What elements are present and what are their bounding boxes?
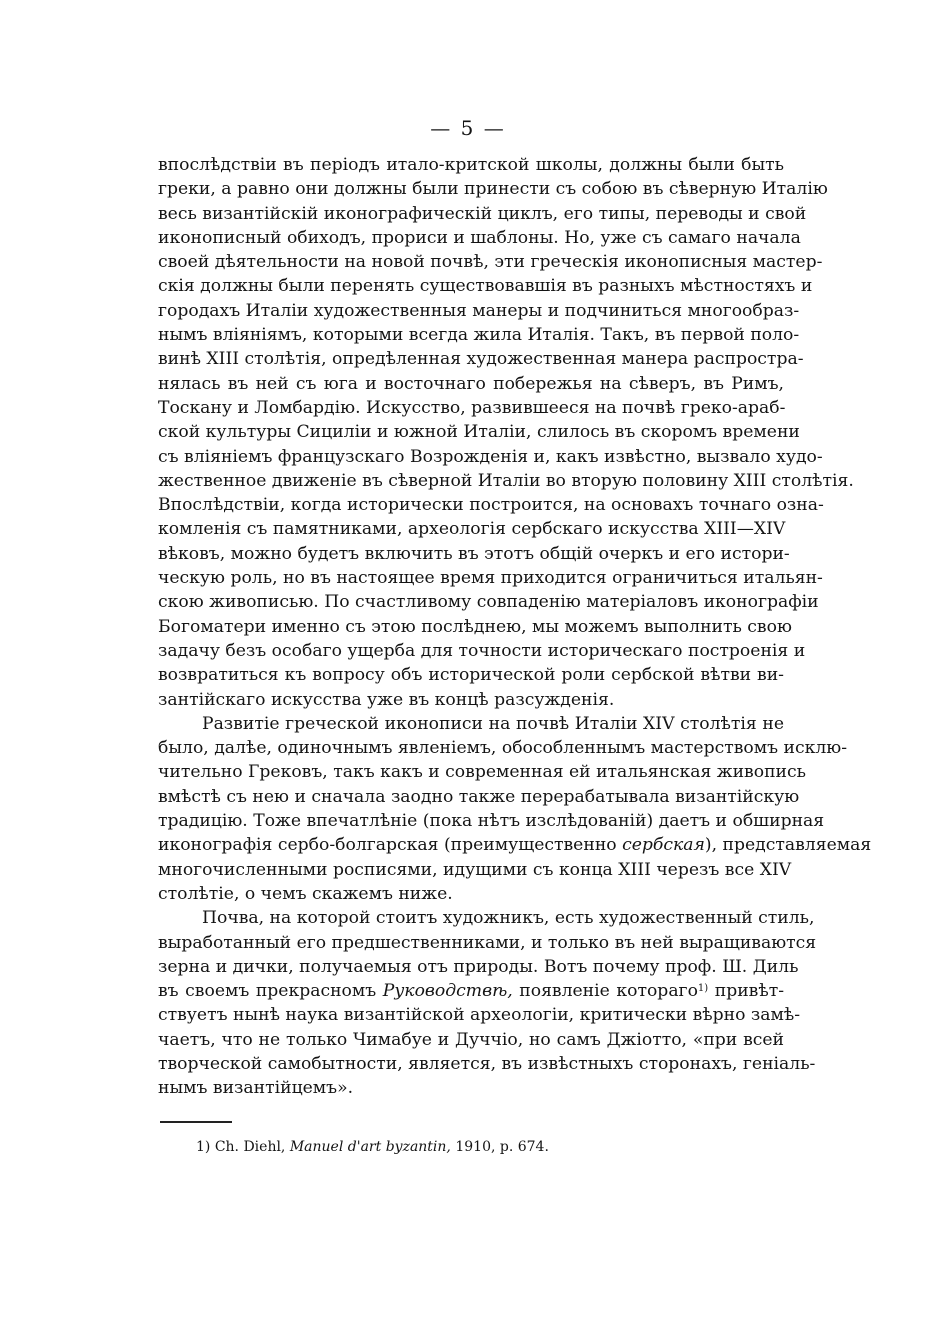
text-line: ской культуры Сициліи и южной Италіи, слилось въ скоромъ времени: [158, 422, 800, 443]
text-line: греки, а равно они должны были принести съ собою въ сѣверную Италію: [158, 179, 828, 200]
text-line: Тоскану и Ломбардію. Искусство, развившееся на почвѣ греко-араб-: [158, 397, 786, 418]
text-line: винѣ XIII столѣтія, опредѣленная художественная манера распростра-: [158, 349, 804, 370]
text-line: городахъ Италіи художественныя манеры и подчиниться многообраз-: [158, 300, 800, 321]
text-line: весь византійскій иконографическій циклъ, его типы, переводы и свой: [158, 203, 807, 224]
text-line: возвратиться къ вопросу объ исторической роли сербской вѣтви ви-: [158, 665, 784, 686]
text-line: Впослѣдствіи, когда исторически построится, на основахъ точнаго озна-: [158, 495, 824, 516]
text-line: Почва, на которой стоитъ художникъ, есть художественный стиль,: [202, 908, 815, 929]
text-line: столѣтіе, о чемъ скажемъ ниже.: [158, 883, 453, 904]
text-line: зерна и дички, получаемыя отъ природы. Вотъ почему проф. Ш. Диль: [158, 956, 799, 977]
text-line: вѣковъ, можно будетъ включить въ этотъ общій очеркъ и его истори-: [158, 543, 790, 564]
text-line: нымъ вліяніямъ, которыми всегда жила Италія. Такъ, въ первой поло-: [158, 325, 800, 346]
italic-term: сербская: [622, 835, 705, 856]
text-line: иконописный обиходъ, прориси и шаблоны. Но, уже съ самаго начала: [158, 227, 801, 248]
text-line: нялась въ ней съ юга и восточнаго побережья на сѣверъ, въ Римъ,: [158, 373, 784, 394]
footnote-reference[interactable]: 1): [697, 983, 709, 995]
text-line: комленія съ памятниками, археологія сербскаго искусства XIII—XIV: [158, 519, 786, 540]
text-line: традицію. Тоже впечатлѣніе (пока нѣтъ изслѣдованій) даетъ и обширная: [158, 811, 825, 832]
text-line: было, далѣе, одиночнымъ явленіемъ, обособленнымъ мастерствомъ исклю-: [158, 738, 848, 759]
text-line: многочисленными росписями, идущими съ конца XIII черезъ все XIV: [158, 859, 792, 880]
text-line: зантійскаго искусства уже въ концѣ разсужденія.: [158, 689, 615, 710]
text-line: впослѣдствіи въ періодъ итало-критской школы, должны были быть: [158, 155, 784, 175]
text-line: своей дѣятельности на новой почвѣ, эти греческія иконописныя мастер-: [158, 252, 823, 273]
text-line: выработанный его предшественниками, и только въ ней выращиваются: [158, 932, 817, 953]
text-line: чительно Грековъ, такъ какъ и современная ей итальянская живопись: [158, 762, 806, 783]
text-line: нымъ византійцемъ».: [158, 1078, 354, 1099]
text-line: вмѣстѣ съ нею и сначала заодно также перерабатывала византійскую: [158, 786, 800, 807]
page-number: — 5 —: [430, 116, 506, 140]
text-line: ствуетъ нынѣ наука византійской археологіи, критически вѣрно замѣ-: [158, 1005, 801, 1026]
text-line: Развитіе греческой иконописи на почвѣ Италіи XIV столѣтія не: [202, 713, 784, 734]
text-line: скія должны были перенять существовавшія въ разныхъ мѣстностяхъ и: [158, 276, 813, 297]
text-line: чаетъ, что не только Чимабуе и Дуччіо, но самъ Джіотто, «при всей: [158, 1029, 784, 1050]
footnote-title: Manuel d'art byzantin,: [289, 1139, 451, 1155]
text-line: жественное движеніе въ сѣверной Италіи во вторую половину XIII столѣтія.: [158, 470, 854, 491]
text-line: творческой самобытности, является, въ извѣстныхъ сторонахъ, геніаль-: [158, 1053, 816, 1074]
text-line: Богоматери именно съ этою послѣднею, мы можемъ выполнить свою: [158, 616, 792, 637]
footnote-divider: [160, 1121, 232, 1123]
text-line: въ своемъ прекрасномъ Руководствѣ, появленіе котораго$^{1)}$ привѣт-: [158, 981, 785, 1002]
text-line: скою живописью. По счастливому совпаденію матеріаловъ иконографіи: [158, 592, 819, 613]
text-line: ческую роль, но въ настоящее время приходится ограничиться итальян-: [158, 568, 823, 589]
text-line: задачу безъ особаго ущерба для точности историческаго построенія и: [158, 640, 806, 661]
body-text: [158, 153, 872, 1101]
text-line: съ вліяніемъ французскаго Возрожденія и, какъ извѣстно, вызвало худо-: [158, 446, 823, 467]
footnote-marker: 1): [196, 1139, 211, 1155]
text-line: иконографія сербо-болгарская (преимущественно сербская), представляемая: [158, 835, 872, 856]
italic-title: Руководствѣ,: [382, 981, 513, 1002]
footnote: 1) Ch. Diehl, Manuel d'art byzantin, 1910, p. 674.: [196, 1139, 549, 1155]
